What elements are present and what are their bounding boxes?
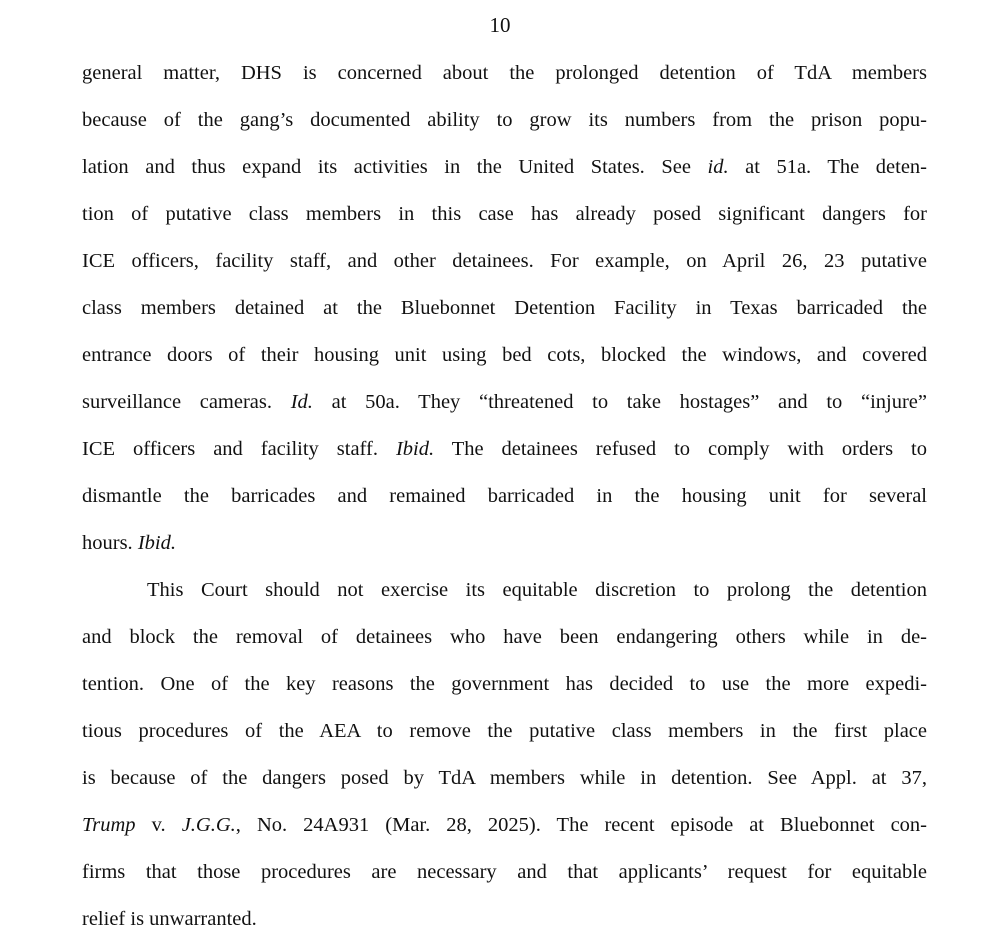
text-segment: firms that those procedures are necessary and that applicants’ request for equitable xyxy=(82,861,927,883)
text-line xyxy=(82,238,927,285)
text-line xyxy=(82,379,927,426)
text-segment: because of the gang’s documented ability to grow its numbers from the prison popu- xyxy=(82,109,927,131)
citation-italic: Trump xyxy=(82,814,136,836)
text-segment: ICE officers and facility staff. xyxy=(82,438,378,460)
text-segment: and block the removal of detainees who have been endangering others while in de- xyxy=(82,626,927,648)
text-segment: , No. 24A931 (Mar. 28, 2025). The recent episode at Bluebonnet con- xyxy=(235,814,928,836)
text-line xyxy=(82,661,927,708)
text-segment: tious procedures of the AEA to remove the putative class members in the first place xyxy=(82,720,927,742)
text-line xyxy=(82,614,927,661)
text-line xyxy=(82,426,927,473)
text-line xyxy=(82,50,927,97)
text-segment: at 51a. The deten- xyxy=(745,156,927,178)
text-segment: hours. xyxy=(82,532,133,554)
text-segment: tion of putative class members in this case has already posed significant dangers for xyxy=(82,203,927,225)
text-line xyxy=(82,802,927,849)
citation-italic: Id. xyxy=(290,391,313,413)
text-segment: dismantle the barricades and remained barricaded in the housing unit for several xyxy=(82,485,927,507)
citation-italic: Ibid. xyxy=(395,438,435,460)
text-line xyxy=(82,896,927,943)
text-segment: at 50a. They “threatened to take hostages” and to “injure” xyxy=(331,391,928,413)
text-line xyxy=(82,520,927,567)
text-line xyxy=(82,144,927,191)
text-line xyxy=(82,473,927,520)
text-segment: tention. One of the key reasons the government has decided to use the more expedi- xyxy=(82,673,927,695)
text-segment: v. xyxy=(151,814,166,836)
text-line xyxy=(82,332,927,379)
text-segment: lation and thus expand its activities in the United States. See xyxy=(82,156,691,178)
page-number: 10 xyxy=(489,13,511,37)
text-segment: surveillance cameras. xyxy=(82,391,273,413)
citation-italic: J.G.G. xyxy=(181,814,236,836)
text-segment: entrance doors of their housing unit using bed cots, blocked the windows, and covered xyxy=(82,344,927,366)
text-segment: relief is unwarranted. xyxy=(82,908,257,930)
body-text xyxy=(82,50,927,943)
paragraph-first-line xyxy=(82,567,927,614)
text-segment: is because of the dangers posed by TdA members while in detention. See Appl. at 37, xyxy=(82,767,927,789)
text-segment: class members detained at the Bluebonnet Detention Facility in Texas barricaded the xyxy=(82,297,927,319)
citation-italic: Ibid. xyxy=(137,532,176,554)
citation-italic: id. xyxy=(707,156,729,178)
text-segment: The detainees refused to comply with orders to xyxy=(451,438,927,460)
text-line xyxy=(82,285,927,332)
text-segment: This Court should not exercise its equitable discretion to prolong the detention xyxy=(147,579,927,601)
text-segment: ICE officers, facility staff, and other detainees. For example, on April 26, 23 putative xyxy=(82,250,927,272)
text-line xyxy=(82,191,927,238)
text-line xyxy=(82,849,927,896)
text-line xyxy=(82,755,927,802)
text-line xyxy=(82,97,927,144)
text-segment: general matter, DHS is concerned about the prolonged detention of TdA members xyxy=(82,62,927,84)
text-line xyxy=(82,708,927,755)
